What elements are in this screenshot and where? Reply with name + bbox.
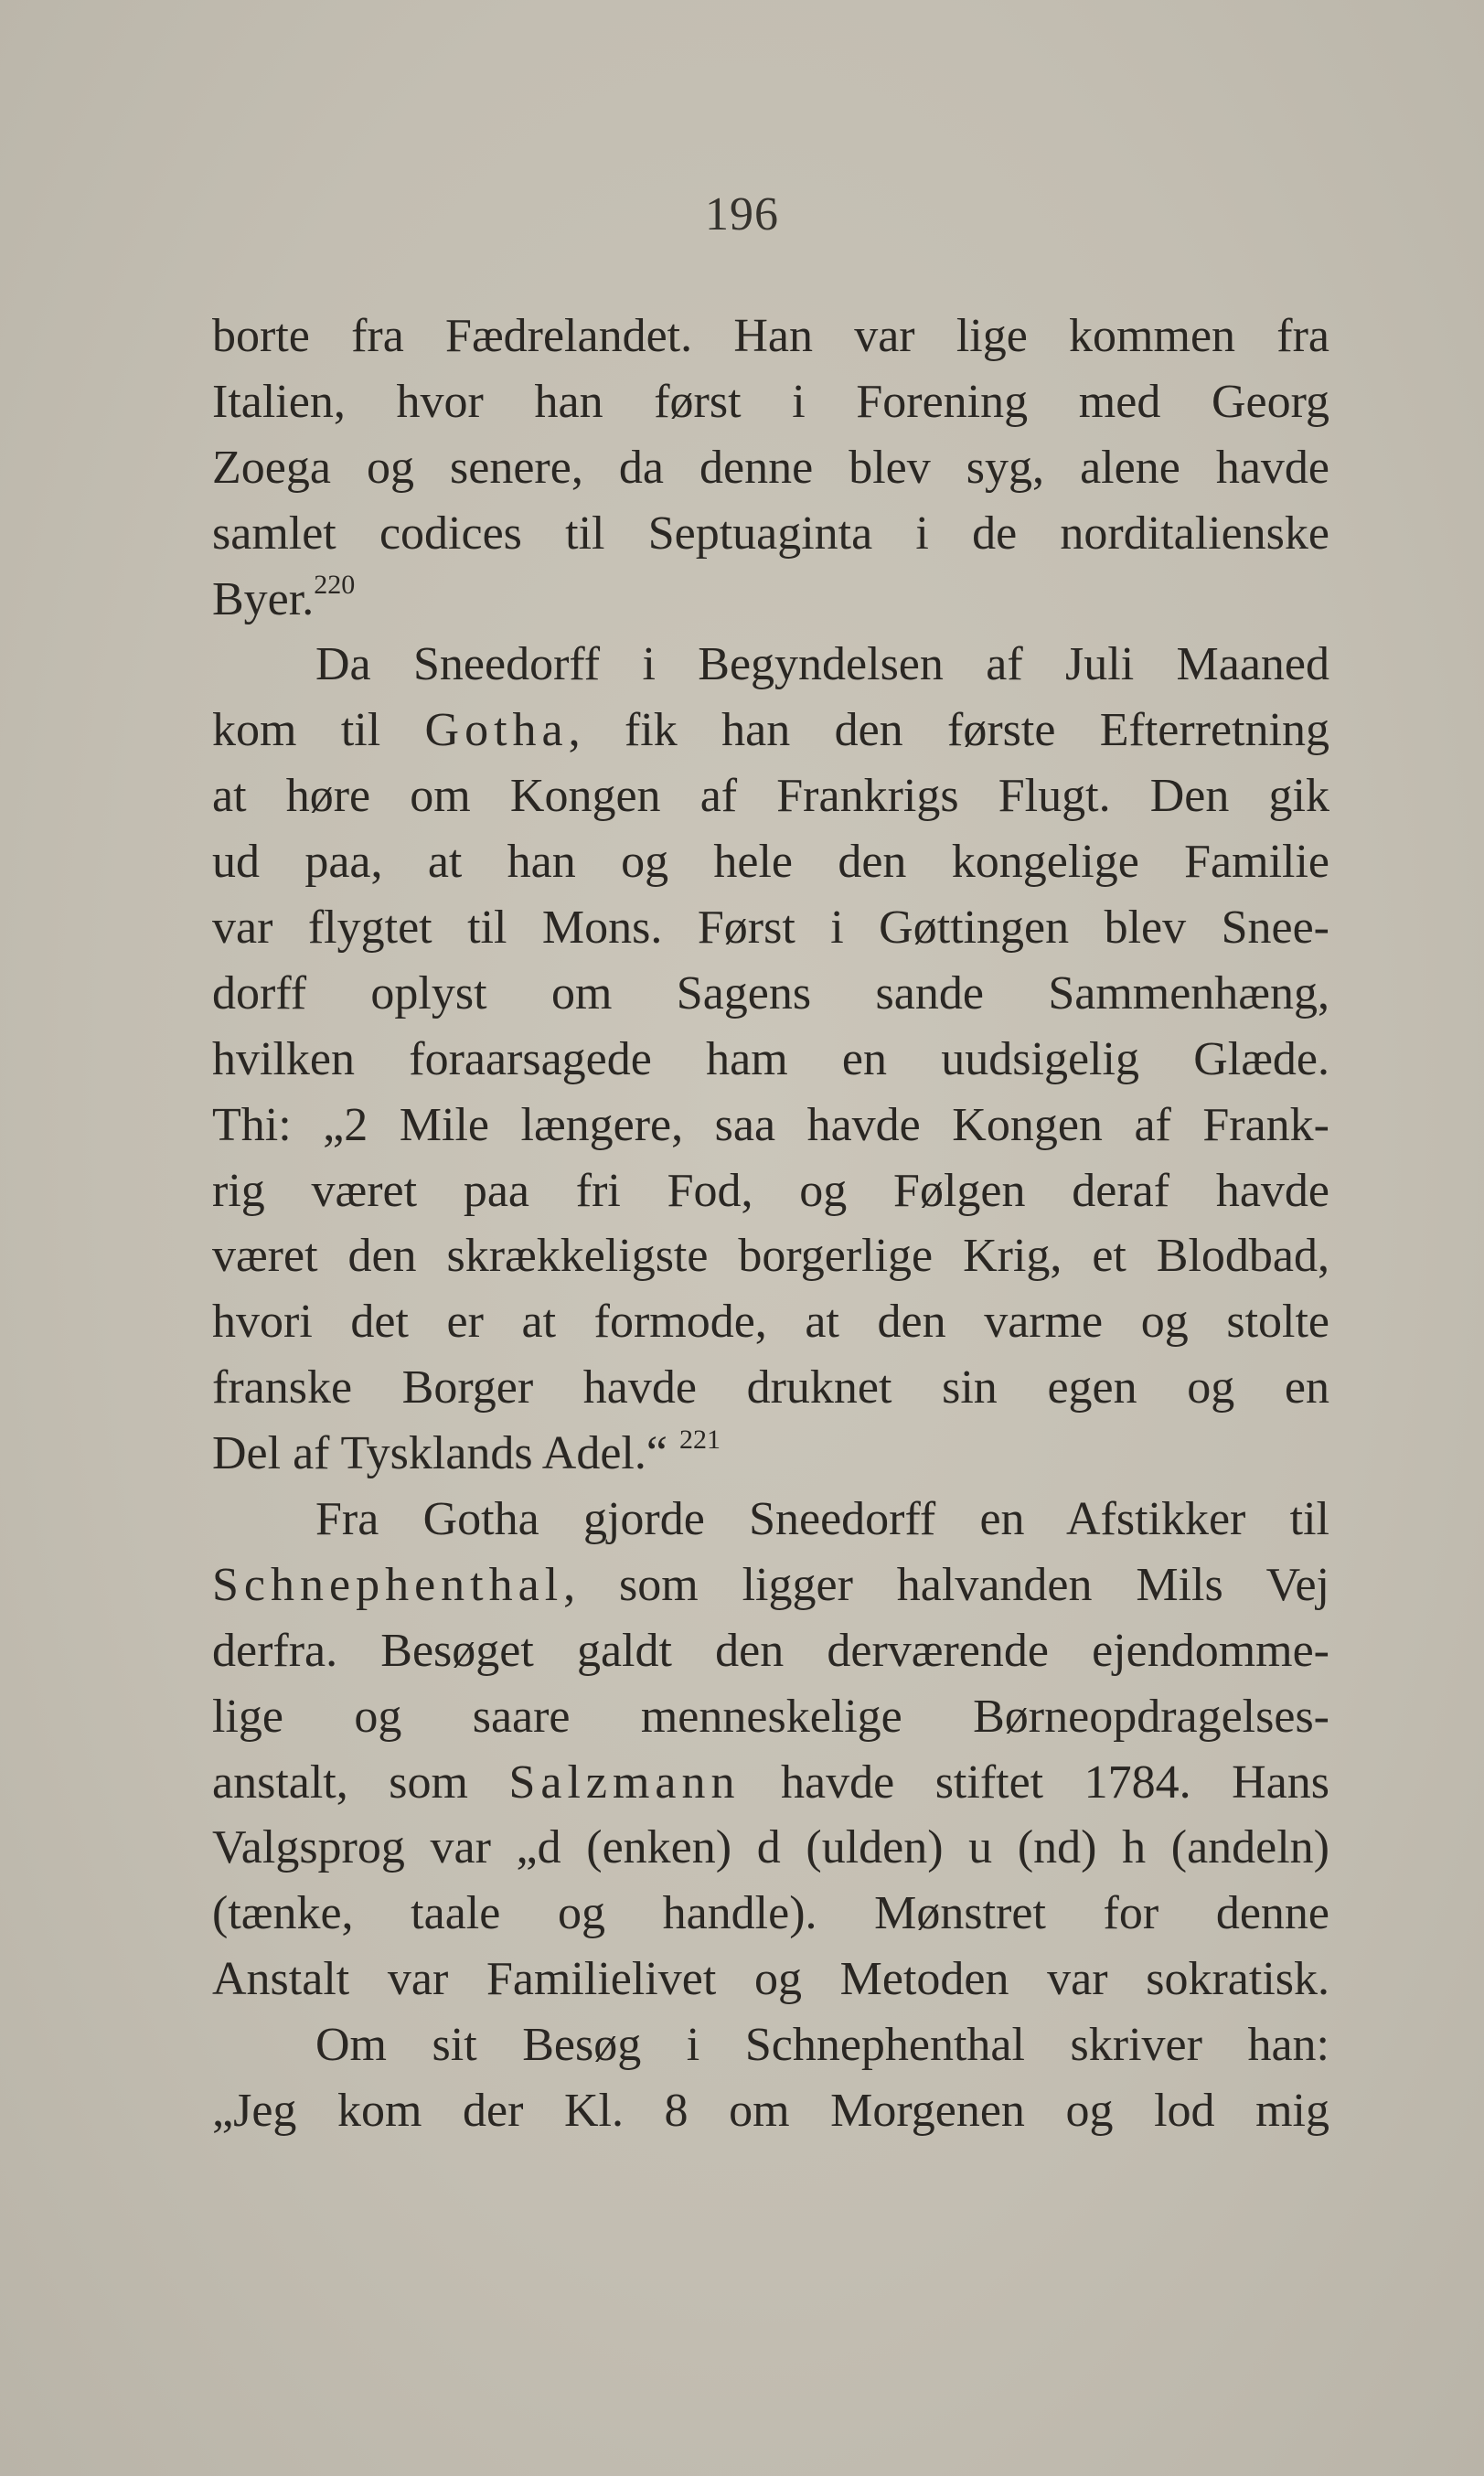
text-line <box>212 567 1329 633</box>
paragraph-first-line: Fra Gotha gjorde Sneedorff en Afstikker til <box>315 1493 1329 1546</box>
text-span: kom til <box>212 704 425 757</box>
page-number: 196 <box>705 188 779 240</box>
body-text <box>212 304 1329 2144</box>
footnote-reference: 220 <box>314 570 356 601</box>
paragraph-first-line: Om sit Besøg i Schnephenthal skriver han: <box>315 2019 1329 2072</box>
text-line <box>212 1553 1329 1618</box>
text-line <box>212 1421 1329 1487</box>
text-line: samlet codices til Septuaginta i de norditalienske <box>212 507 1329 560</box>
text-line: „Jeg kom der Kl. 8 om Morgenen og lod mig <box>212 2085 1329 2138</box>
text-line: Italien, hvor han først i Forening med Georg <box>212 375 1329 428</box>
text-span: Byer. <box>212 572 315 625</box>
text-line: Anstalt var Familielivet og Metoden var sokratisk. <box>212 1953 1329 2006</box>
text-span: , som ligger halvanden Mils Vej <box>563 1558 1329 1611</box>
text-line: var flygtet til Mons. Først i Gøttingen blev Snee- <box>212 902 1329 955</box>
text-line: hvori det er at formode, at den varme og stolte <box>212 1296 1329 1349</box>
text-line <box>212 698 1329 763</box>
text-line: ud paa, at han og hele den kongelige Familie <box>212 836 1329 889</box>
text-span: , fik han den første Efterretning <box>568 704 1329 757</box>
text-line: (tænke, taale og handle). Mønstret for denne <box>212 1887 1329 1940</box>
text-line: franske Borger havde druknet sin egen og en <box>212 1361 1329 1414</box>
text-line: lige og saare menneskelige Børneopdragelses- <box>212 1690 1329 1743</box>
spaced-name: Gotha <box>424 704 569 757</box>
footnote-reference: 221 <box>678 1424 721 1455</box>
text-line: Zoega og senere, da denne blev syg, alene havde <box>212 441 1329 494</box>
text-line: dorff oplyst om Sagens sande Sammenhæng, <box>212 966 1329 1019</box>
paragraph-first-line: Da Sneedorff i Begyndelsen af Juli Maaned <box>315 638 1329 691</box>
text-line: Valgsprog var „d (enken) d (ulden) u (nd) h (andeln) <box>212 1821 1329 1874</box>
text-span: havde stiftet 1784. Hans <box>740 1756 1330 1809</box>
spaced-name: Salzmann <box>508 1756 741 1809</box>
text-line: borte fra Fædrelandet. Han var lige kommen fra <box>212 310 1329 362</box>
text-span: anstalt, som <box>212 1756 509 1809</box>
text-line: rig været paa fri Fod, og Følgen deraf havde <box>212 1164 1329 1217</box>
text-span: Del af Tysklands Adel.“ <box>212 1427 679 1480</box>
text-line: at høre om Kongen af Frankrigs Flugt. Den gik <box>212 770 1329 823</box>
text-line <box>212 1750 1329 1816</box>
text-line: Thi: „2 Mile længere, saa havde Kongen af Frank- <box>212 1098 1329 1151</box>
text-line: været den skrækkeligste borgerlige Krig, et Blodbad, <box>212 1230 1329 1283</box>
text-line: derfra. Besøget galdt den derværende ejendomme- <box>212 1624 1329 1677</box>
text-line: hvilken foraarsagede ham en uudsigelig Glæde. <box>212 1032 1329 1085</box>
spaced-name: Schnephenthal <box>212 1558 564 1611</box>
